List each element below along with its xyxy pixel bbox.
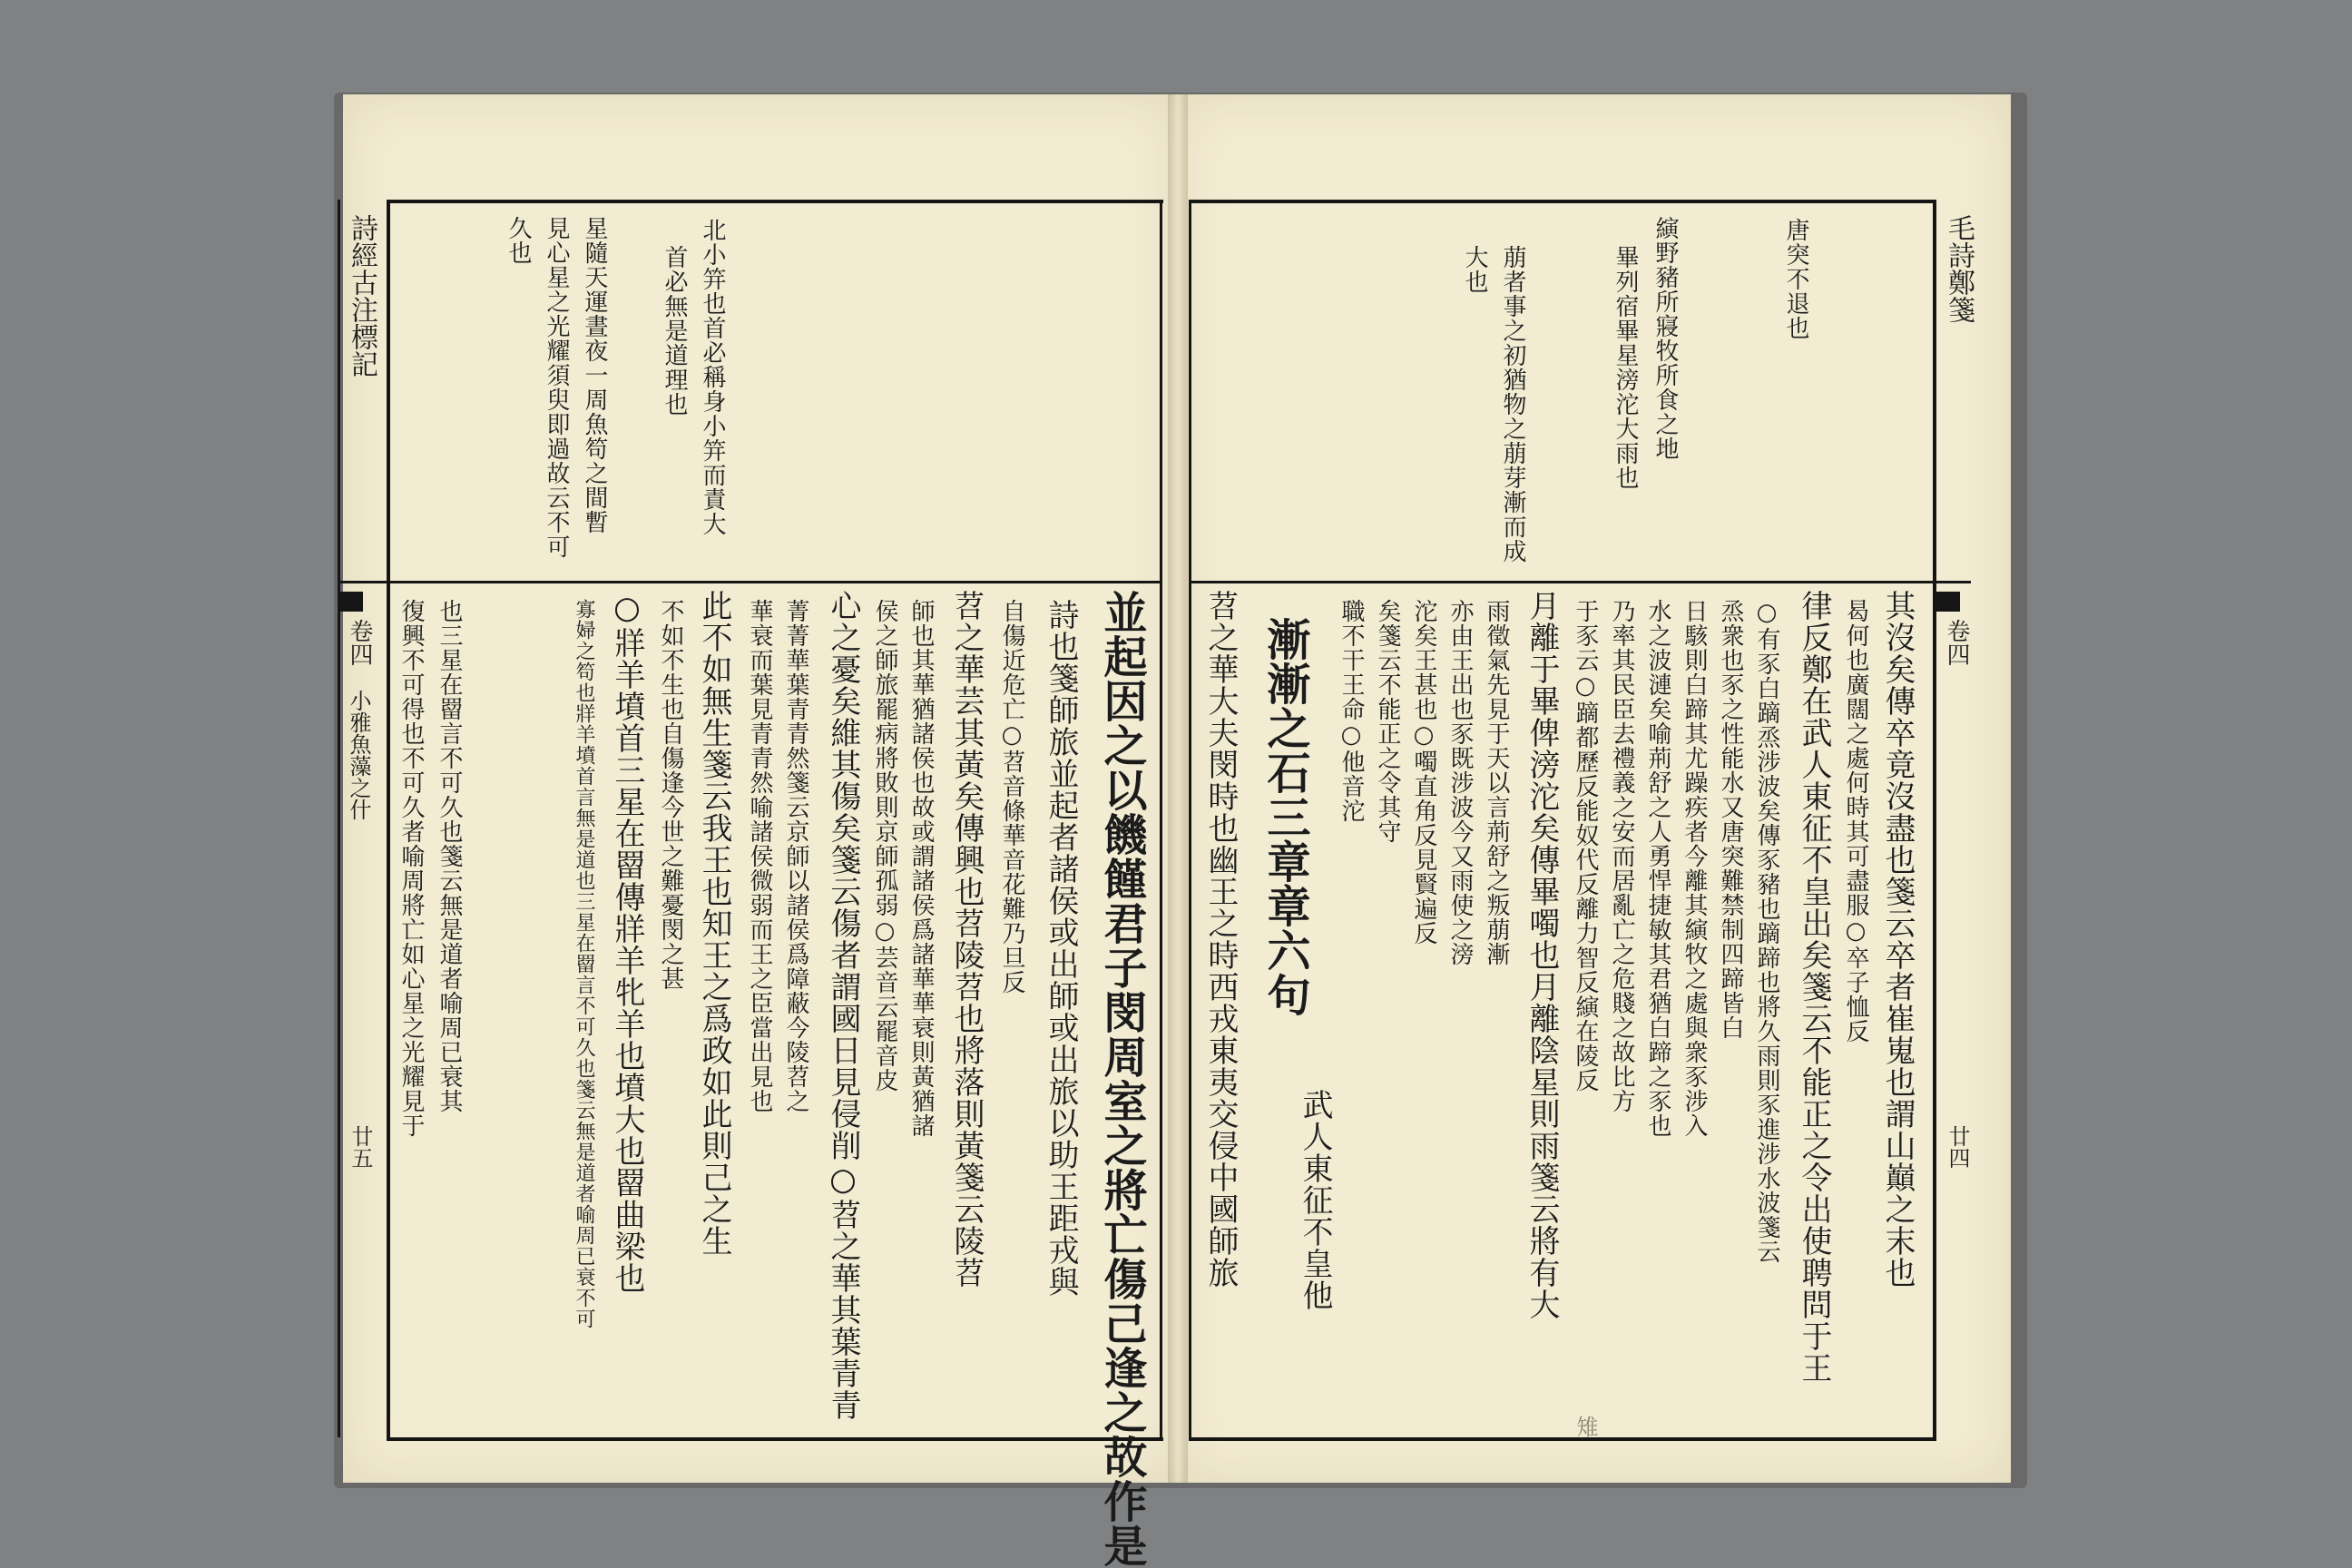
left-upper-note: 見心星之光耀須臾即過故云不可	[543, 216, 570, 559]
right-main-column: 矣箋云不能正之令其守	[1374, 599, 1401, 844]
right-folio: 廿四	[1945, 1125, 1970, 1169]
left-upper-note: 星隨天運晝夜一周魚笱之間暫	[581, 216, 608, 534]
right-main-column: 沱矣王甚也○噣直角反見賢遍反	[1410, 599, 1437, 946]
right-main-column: 于豕云○蹢都歷反能奴代反離力智反縯在陵反	[1572, 599, 1599, 1093]
left-main-column: 菁菁華葉青青然箋云京師以諸侯爲障蔽今陵苕之	[782, 599, 809, 1113]
left-upper-divider	[338, 581, 1160, 583]
left-main-column: 華衰而葉見青青然喻諸侯微弱而王之臣當出見也	[746, 599, 773, 1113]
right-upper-note: 畢列宿畢星滂沱大雨也	[1612, 245, 1639, 490]
right-header-title: 毛詩鄭箋	[1943, 214, 1975, 323]
right-main-column: 乃率其民臣去禮義之安而居亂亡之危賤之故比方	[1608, 599, 1635, 1113]
right-volume-label: 卷四	[1943, 619, 1970, 666]
right-edge-rule	[1933, 200, 1936, 1437]
right-main-column: 職不干王命○他音沱	[1338, 599, 1365, 823]
right-main-column: 日駭則白蹄其尤躁疾者今離其縯牧之處與衆豕涉入	[1681, 599, 1708, 1138]
left-main-column: 苕之華芸其黃矣傳興也苕陵苕也將落則黃箋云陵苕	[948, 590, 985, 1289]
right-main-column: 雨徵氣先見于天以言荊舒之叛萠漸	[1483, 599, 1510, 966]
right-upper-note: 縯野豬所寢牧所食之地	[1651, 216, 1679, 461]
right-main-column: ○有豕白蹢烝涉波矣傳豕豬也蹢蹄也將久雨則豕進涉水波箋云	[1753, 599, 1780, 1264]
right-upper-note: 唐突不退也	[1782, 218, 1809, 340]
left-section-title: 小雅魚藻之什	[346, 690, 371, 820]
left-main-column: 並起因之以饑饉君子閔周室之將亡傷己逢之故作是	[1096, 590, 1147, 1568]
right-upper-note: 大也	[1461, 245, 1488, 294]
left-main-column: 詩也箋師旅並起者諸侯或出師或出旅以助王距戎與	[1043, 599, 1079, 1298]
left-main-column: 此不如無生箋云我王也知王之爲政如此則己之生	[696, 590, 732, 1257]
left-main-column: 侯之師旅罷病將敗則京師孤弱○芸音云罷音皮	[871, 599, 898, 1093]
left-main-column: 心之憂矣維其傷矣箋云傷者謂國日見侵削○苕之華其葉青青	[825, 590, 861, 1421]
left-upper-note: 久也	[505, 216, 532, 265]
left-main-column: 也三星在罶言不可久也箋云無是道者喻周已衰其	[436, 599, 463, 1113]
left-main-column: 不如不生也自傷逢今世之難憂閔之甚	[657, 599, 684, 991]
right-main-column: 烝衆也豕之性能水又唐突難禁制四蹄皆白	[1717, 599, 1744, 1040]
left-main-column: ○牂羊墳首三星在罶傳牂羊牝羊也墳大也罶曲梁也	[609, 590, 645, 1294]
right-upper-note: 萠者事之初猶物之萠芽漸而成	[1499, 245, 1526, 564]
right-inner-rule	[1189, 200, 1191, 1437]
right-main-column: 月離于畢俾滂沱矣傳畢噣也月離陰星則雨箋云將有大	[1524, 590, 1560, 1320]
left-inner-rule	[1160, 200, 1162, 1437]
right-main-column: 亦由王出也豕既涉波今又雨使之滂	[1446, 599, 1474, 966]
left-upper-note: 北小笄也首必稱身小笄而責大	[699, 218, 726, 536]
right-upper-divider	[1189, 581, 1971, 583]
right-main-column: 武人東征不皇他	[1297, 1089, 1333, 1311]
right-main-column: 水之波漣矣喻荊舒之人勇悍捷敏其君猶白蹄之豕也	[1644, 599, 1671, 1138]
book-gutter	[1168, 94, 1188, 1483]
left-edge-rule	[338, 200, 340, 1437]
right-fishtail-mark	[1936, 592, 1960, 612]
right-main-column: 律反鄭在武人東征不皇出矣箋云不能正之令出使聘問于王	[1796, 590, 1832, 1384]
right-main-column: 其沒矣傳卒竟沒盡也箋云卒者崔嵬也謂山巔之末也	[1879, 590, 1916, 1289]
margin-annotation: 雉	[1573, 1416, 1598, 1437]
left-volume-label: 卷四	[346, 619, 373, 666]
left-fishtail-mark	[339, 592, 363, 612]
left-main-column: 寡婦之笱也牂羊墳首言無是道也三星在罶言不可久也箋云無是道者喻周已衰不可	[573, 599, 595, 1329]
left-upper-note: 首必無是道理也	[661, 245, 688, 416]
left-main-column: 師也其華猶諸侯也故或謂諸侯爲諸華華衰則黃猶諸	[907, 599, 935, 1138]
right-main-column: 曷何也廣闊之處何時其可盡服○卒子恤反	[1842, 599, 1869, 1044]
left-header-title: 詩經古注標記	[346, 214, 377, 377]
right-main-column: 漸漸之石三章章六句	[1259, 617, 1310, 1017]
left-folio: 廿五	[348, 1125, 373, 1169]
right-main-column: 苕之華大夫閔時也幽王之時西戎東夷交侵中國師旅	[1202, 590, 1239, 1289]
left-main-column: 復興不可得也不可久者喻周將亡如心星之光耀見于	[397, 599, 425, 1138]
left-main-column: 自傷近危亡○苕音條華音花難乃旦反	[998, 599, 1025, 995]
